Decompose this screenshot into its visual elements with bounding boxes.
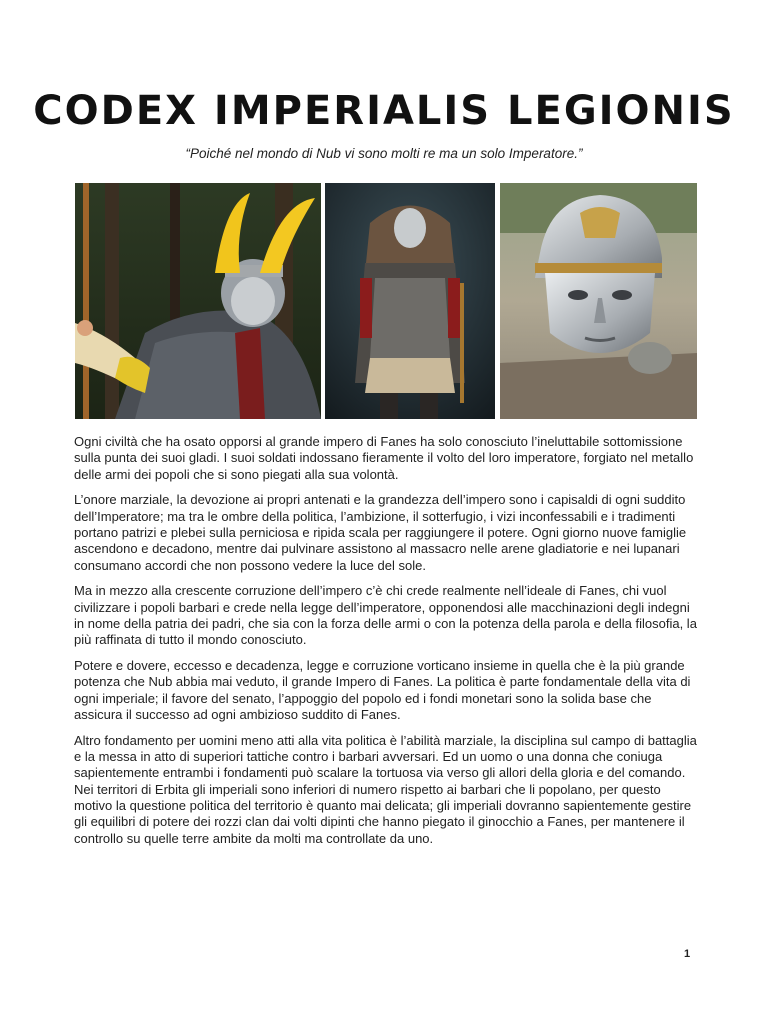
paragraph-3: Ma in mezzo alla crescente corruzione dell’impero c’è chi crede realmente nell’ideale di Fanes, chi vuol civilizzare i popoli barbari e crede nella legge dell’imperatore, opponendosi alle macchinazioni degli indegni in nome della patria dei padri, che sia con la forza delle armi o con la potenza della parola e della filosofia, la più raffinata di tutto il mondo conosciuto.	[74, 583, 697, 648]
photo-legionary-fur	[325, 183, 495, 419]
page-number: 1	[684, 948, 691, 960]
photo-legionary-plume	[75, 183, 321, 419]
paragraph-2: L’onore marziale, la devozione ai propri antenati e la grandezza dell’impero sono i capisaldi di ogni suddito dell’Imperatore; ma tra le ombre della politica, l’ambizione, il sotterfugio, i vizi inconfessabili e i tradimenti portano patrizi e plebei sulla perniciosa e ripida scala per raggiungere il potere. Ogni giorno nuove famiglie ascendono e decadono, mentre dai pulvinare assistono al massacro nelle arene gladiatorie e nei lupanari consumano accordi che non possono vedere la luce del sole.	[74, 492, 687, 573]
document-subtitle: “Poiché nel mondo di Nub vi sono molti re ma un solo Imperatore.”	[185, 146, 583, 161]
paragraph-5: Altro fondamento per uomini meno atti alla vita politica è l’abilità marziale, la disciplina sul campo di battaglia e la messa in atto di superiori tattiche contro i barbari avversari. Ed un uomo o una donna che coniuga sapientemente entrambi i fondamenti può scalare la tortuosa via verso gli allori della gloria e del comando. Nei territori di Erbita gli imperiali sono inferiori di numero rispetto ai barbari che li popolano, per questo motivo la questione politica del territorio è quanto mai delicata; gli imperiali dovranno sapientemente gestire gli equilibri di potere dei rozzi clan dai volti dipinti che hanno piegato il ginocchio a Fanes, per mantenere il controllo su quelle terre ambite da molti ma controllate da uno.	[74, 732, 697, 846]
paragraph-4: Potere e dovere, eccesso e decadenza, legge e corruzione vorticano insieme in quella che è la più grande potenza che Nub abbia mai veduto, il grande Impero di Fanes. La politica è parte fondamentale della vita di ogni imperiale; il favore del senato, l’appoggio del popolo ed i fondi monetari sono la solida base che assicura il successo ad ogni ambizioso suddito di Fanes.	[74, 658, 691, 722]
paragraph-1: Ogni civiltà che ha osato opporsi al grande impero di Fanes ha solo conosciuto l’ineluttabile sottomissione sulla punta dei suoi gladi. I suoi soldati indossano fieramente il volto del loro imperatore, forgiato nel metallo delle armi dei popoli che si sono piegati alla sua volontà.	[74, 434, 694, 482]
document-body	[74, 434, 698, 856]
photo-face-mask-helmet	[500, 183, 697, 419]
document-title: CODEX IMPERIALIS LEGIONIS	[33, 88, 735, 134]
